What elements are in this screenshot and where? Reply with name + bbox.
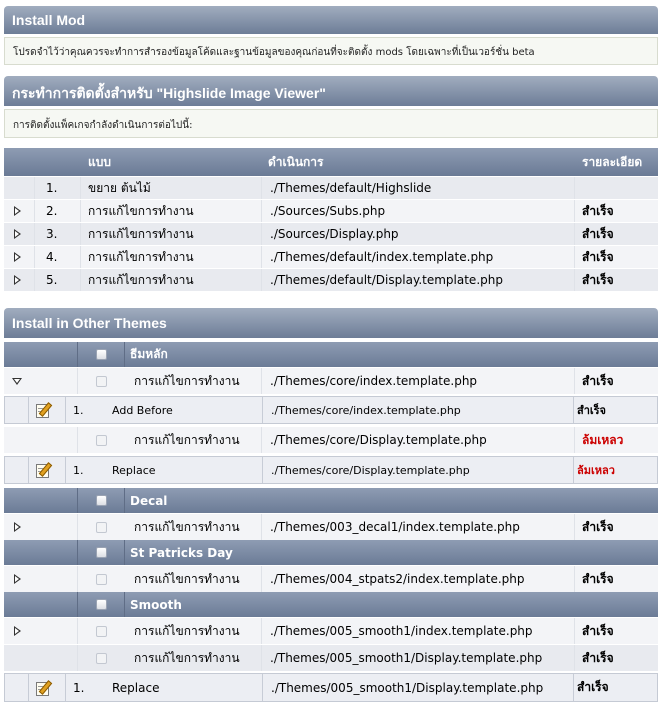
action-path: ./Themes/003_decal1/index.template.php — [270, 520, 520, 534]
sub-type: Add Before — [112, 403, 173, 417]
table-row — [4, 269, 658, 291]
collapse-arrow-icon — [12, 378, 22, 385]
action-type: การแก้ไขการทำงาน — [134, 373, 240, 388]
backup-notice — [4, 37, 658, 65]
theme-row-smooth — [4, 592, 658, 617]
sub-number: 1. — [73, 463, 84, 477]
action-status: สำเร็จ — [582, 519, 614, 534]
sub-path: ./Themes/core/Display.template.php — [271, 463, 470, 477]
sub-type: Replace — [112, 680, 160, 695]
expand-arrow-icon — [14, 252, 21, 262]
action-path: ./Themes/005_smooth1/Display.template.php — [270, 651, 543, 665]
edit-action-button[interactable] — [35, 397, 51, 423]
actions-table-header — [4, 148, 658, 176]
row-path: ./Themes/default/Display.template.php — [270, 273, 503, 287]
row-status: สำเร็จ — [582, 203, 614, 218]
sub-path: ./Themes/core/index.template.php — [271, 403, 461, 417]
action-checkbox[interactable] — [96, 368, 107, 394]
col-detail: รายละเอียด — [582, 154, 643, 169]
theme-name: Smooth — [130, 597, 182, 612]
row-path: ./Themes/default/index.template.php — [270, 250, 494, 264]
sub-action-row — [4, 396, 658, 424]
table-row — [4, 223, 658, 245]
edit-icon — [35, 680, 51, 696]
theme-checkbox[interactable] — [96, 540, 107, 565]
row-type: ขยาย ต้นไม้ — [88, 180, 151, 195]
sub-status: สำเร็จ — [577, 680, 609, 694]
actions-notice-text: การติดตั้งแพ็คเกจกำลังดำเนินการต่อไปนี้: — [13, 120, 193, 131]
action-path: ./Themes/005_smooth1/index.template.php — [270, 624, 533, 638]
collapse-toggle[interactable] — [12, 368, 22, 394]
theme-action-row — [4, 618, 658, 644]
action-status: สำเร็จ — [582, 650, 614, 665]
actions-notice — [4, 109, 658, 138]
action-checkbox[interactable] — [96, 514, 107, 540]
action-status: สำเร็จ — [582, 623, 614, 638]
action-type: การแก้ไขการทำงาน — [134, 623, 240, 638]
action-type: การแก้ไขการทำงาน — [134, 650, 240, 665]
expand-arrow-icon — [14, 574, 21, 584]
theme-row-core — [4, 342, 658, 367]
edit-action-button[interactable] — [35, 674, 51, 701]
install-mod-header — [4, 6, 658, 34]
theme-row-stpatricks — [4, 540, 658, 565]
sub-status: ล้มเหลว — [577, 464, 615, 477]
expand-arrow-icon — [14, 206, 21, 216]
theme-checkbox[interactable] — [96, 342, 107, 367]
expand-toggle[interactable] — [14, 566, 21, 592]
expand-arrow-icon — [14, 626, 21, 636]
theme-row-decal — [4, 488, 658, 513]
action-type: การแก้ไขการทำงาน — [134, 571, 240, 586]
expand-arrow-icon — [14, 522, 21, 532]
sub-number: 1. — [73, 403, 84, 417]
action-checkbox[interactable] — [96, 618, 107, 644]
theme-checkbox[interactable] — [96, 592, 107, 617]
other-themes-title: Install in Other Themes — [12, 315, 167, 331]
actions-title: กระทำการติดตั้งสำหรับ "Highslide Image Viewer" — [12, 85, 326, 101]
action-status: ล้มเหลว — [582, 432, 624, 447]
row-path: ./Sources/Subs.php — [270, 204, 386, 218]
row-type: การแก้ไขการทำงาน — [88, 249, 194, 264]
sub-status: สำเร็จ — [577, 404, 607, 417]
row-number: 2. — [46, 204, 58, 218]
action-path: ./Themes/004_stpats2/index.template.php — [270, 572, 525, 586]
action-type: การแก้ไขการทำงาน — [134, 432, 240, 447]
backup-notice-text: โปรดจำไว้ว่าคุณควรจะทำการสำรองข้อมูลโค้ดและฐานข้อมูลของคุณก่อนที่จะติดตั้ง mods โดยเฉพาะที่เป็นเวอร์ชั่น beta — [13, 47, 535, 58]
row-type: การแก้ไขการทำงาน — [88, 226, 194, 241]
sub-path: ./Themes/005_smooth1/Display.template.php — [271, 680, 544, 695]
expand-arrow-icon — [14, 229, 21, 239]
action-path: ./Themes/core/Display.template.php — [270, 433, 487, 447]
theme-action-row — [4, 427, 658, 453]
row-type: การแก้ไขการทำงาน — [88, 203, 194, 218]
theme-action-row — [4, 514, 658, 540]
table-row — [4, 200, 658, 222]
actions-header — [4, 76, 658, 106]
action-checkbox[interactable] — [96, 566, 107, 592]
install-mod-title: Install Mod — [12, 12, 86, 28]
col-action: ดำเนินการ — [268, 154, 324, 169]
expand-toggle[interactable] — [14, 269, 21, 291]
theme-name: ธีมหลัก — [130, 347, 168, 361]
sub-number: 1. — [73, 680, 85, 695]
theme-checkbox[interactable] — [96, 488, 107, 513]
theme-name: St Patricks Day — [130, 545, 233, 560]
row-type: การแก้ไขการทำงาน — [88, 272, 194, 287]
expand-toggle[interactable] — [14, 223, 21, 245]
row-status: สำเร็จ — [582, 272, 614, 287]
sub-action-row — [4, 456, 658, 484]
action-checkbox[interactable] — [96, 427, 107, 453]
edit-icon — [35, 462, 51, 478]
row-number: 3. — [46, 227, 58, 241]
action-type: การแก้ไขการทำงาน — [134, 519, 240, 534]
theme-action-row — [4, 566, 658, 592]
theme-name: Decal — [130, 493, 168, 508]
sub-type: Replace — [112, 463, 156, 477]
theme-action-row — [4, 368, 658, 394]
expand-toggle[interactable] — [14, 200, 21, 222]
expand-arrow-icon — [14, 275, 21, 285]
action-status: สำเร็จ — [582, 571, 614, 586]
expand-toggle[interactable] — [14, 618, 21, 644]
row-status: สำเร็จ — [582, 249, 614, 264]
action-status: สำเร็จ — [582, 373, 614, 388]
table-row — [4, 177, 658, 199]
col-type: แบบ — [88, 154, 111, 169]
row-number: 5. — [46, 273, 58, 287]
action-checkbox[interactable] — [96, 645, 107, 671]
expand-toggle[interactable] — [14, 246, 21, 268]
sub-action-row — [4, 673, 658, 702]
table-row — [4, 246, 658, 268]
row-number: 1. — [46, 181, 58, 195]
row-number: 4. — [46, 250, 58, 264]
expand-toggle[interactable] — [14, 514, 21, 540]
action-path: ./Themes/core/index.template.php — [270, 374, 478, 388]
edit-icon — [35, 402, 51, 418]
edit-action-button[interactable] — [35, 457, 51, 483]
row-path: ./Sources/Display.php — [270, 227, 399, 241]
other-themes-header — [4, 308, 658, 338]
row-path: ./Themes/default/Highslide — [270, 181, 432, 195]
row-status: สำเร็จ — [582, 226, 614, 241]
theme-action-row — [4, 645, 658, 671]
